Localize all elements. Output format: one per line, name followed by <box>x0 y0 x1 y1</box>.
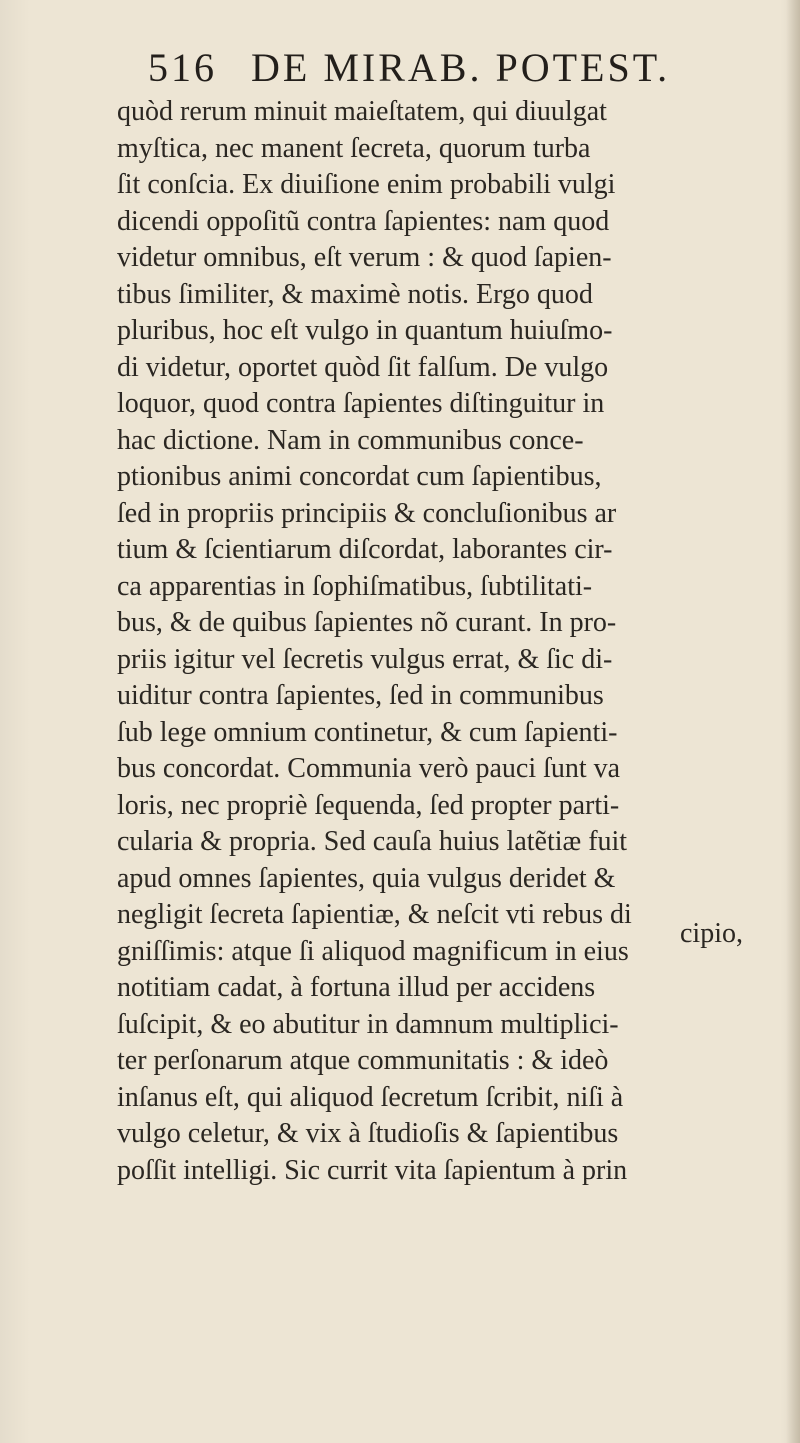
text-line: uiditur contra ſapientes, ſed in communibus <box>117 680 604 711</box>
text-line: tibus ſimiliter, & maximè notis. Ergo quod <box>117 278 593 310</box>
catchword: cipio, <box>680 918 743 949</box>
text-line: tium & ſcientiarum diſcordat, laborantes cir- <box>117 534 613 565</box>
body-text <box>117 94 787 1189</box>
text-line: inſanus eſt, qui aliquod ſecretum ſcribit, niſi à <box>117 1081 624 1113</box>
text-line: pluribus, hoc eſt vulgo in quantum huiuſmo- <box>117 315 613 346</box>
text-line: negligit ſecreta ſapientiæ, & neſcit vti rebus di <box>117 899 632 930</box>
text-line: bus, & de quibus ſapientes nõ curant. In pro- <box>117 607 617 638</box>
text-line: ſit conſcia. Ex diuiſione enim probabili vulgi <box>117 169 616 200</box>
text-line: ſuſcipit, & eo abutitur in damnum multiplici- <box>117 1008 619 1040</box>
text-line: loris, nec propriè ſequenda, ſed propter parti- <box>117 789 620 821</box>
text-line: hac dictione. Nam in communibus conce- <box>117 424 584 456</box>
text-line: myſtica, nec manent ſecreta, quorum turba <box>117 132 591 164</box>
text-line: ſed in propriis principiis & concluſionibus ar <box>117 497 617 529</box>
text-line: di videtur, oportet quòd ſit falſum. De vulgo <box>117 351 609 383</box>
text-line: poſſit intelligi. Sic currit vita ſapientum à prin <box>117 1154 628 1186</box>
text-line: ptionibus animi concordat cum ſapientibus, <box>117 461 602 492</box>
text-line: quòd rerum minuit maieſtatem, qui diuulgat <box>117 96 607 127</box>
text-line: apud omnes ſapientes, quia vulgus deridet & <box>117 862 616 894</box>
text-line: videtur omnibus, eſt verum : & quod ſapien- <box>117 242 612 273</box>
text-line: cularia & propria. Sed cauſa huius latẽtiæ fuit <box>117 826 628 857</box>
text-line: ca apparentias in ſophiſmatibus, ſubtilitati- <box>117 570 593 602</box>
text-line: dicendi oppoſitũ contra ſapientes: nam quod <box>117 205 610 237</box>
text-line: notitiam cadat, à fortuna illud per accidens <box>117 972 596 1003</box>
text-line: priis igitur vel ſecretis vulgus errat, & ſic di- <box>117 643 613 675</box>
running-header <box>148 44 748 94</box>
text-line: loquor, quod contra ſapientes diſtinguitur in <box>117 388 605 419</box>
text-line: gniſſimis: atque ſi aliquod magnificum in eius <box>117 935 629 967</box>
page-number: 516 <box>148 45 217 90</box>
text-line: bus concordat. Communia verò pauci ſunt va <box>117 753 621 784</box>
text-line: ter perſonarum atque communitatis : & ideò <box>117 1045 609 1076</box>
page-edge-shadow <box>786 0 800 1443</box>
running-title: DE MIRAB. POTEST. <box>251 45 671 90</box>
text-line: ſub lege omnium continetur, & cum ſapienti- <box>117 716 618 748</box>
text-line: vulgo celetur, & vix à ſtudioſis & ſapientibus <box>117 1118 619 1149</box>
